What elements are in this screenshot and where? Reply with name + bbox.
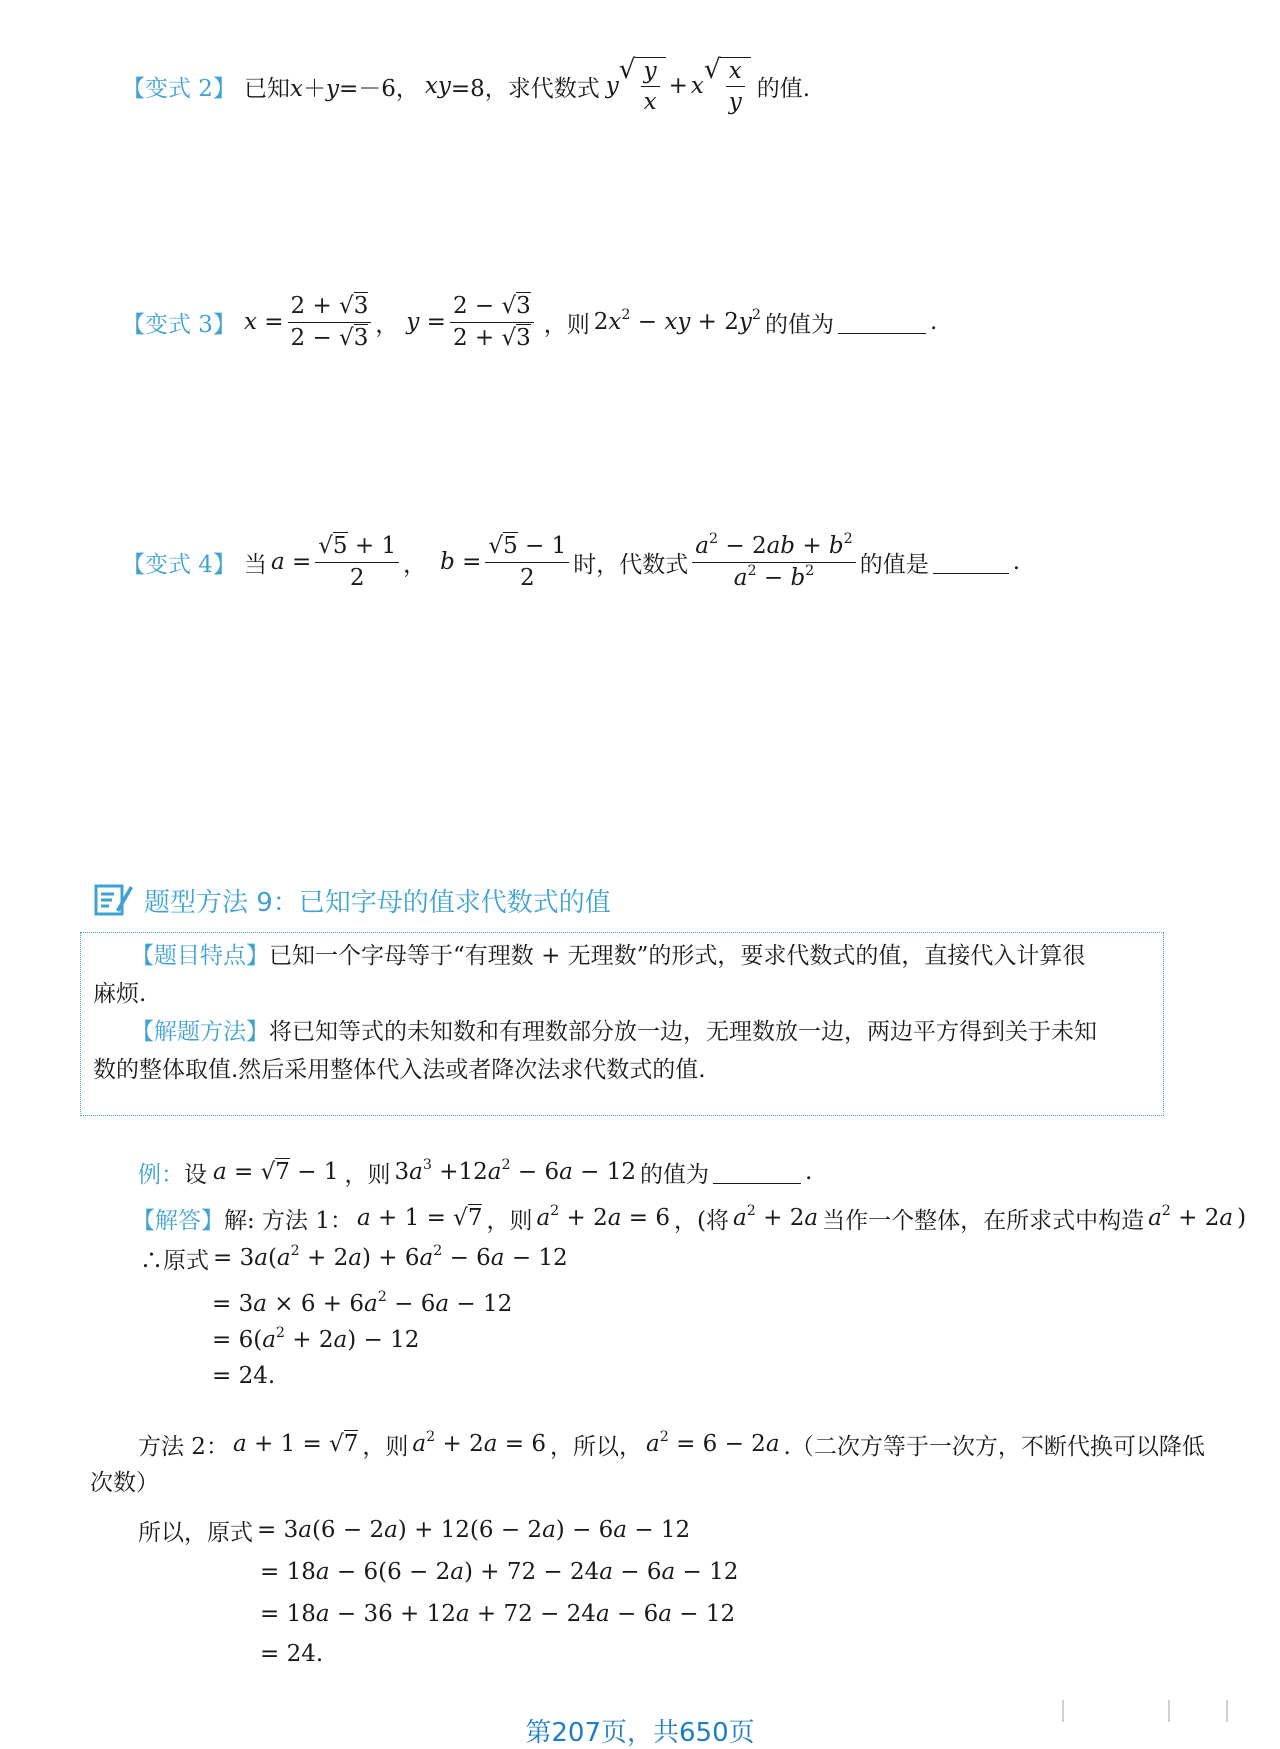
variant-4-period: . xyxy=(1012,549,1021,575)
variant-2 xyxy=(122,53,811,116)
method-2-step-1: = 3a(6 − 2a) + 12(6 − 2a) − 6a − 12 xyxy=(257,1517,691,1543)
variant-3-x-def: x = $\frac{2 + √3}{2 - √3}$ xyxy=(244,293,375,351)
variant-2-text-d: 的值. xyxy=(756,75,811,102)
example-a-def: a = √7 − 1 xyxy=(213,1159,339,1185)
variant-2-text-b: ， xyxy=(395,75,419,102)
method-2-line-3 xyxy=(138,1510,690,1550)
solution-step-2: = $3a \times 6 + 6a^2 - 6a - 12$ xyxy=(212,1289,513,1317)
variant-4-expression: $\frac{a^2 - 2ab + b^2}{a^2 - b^2}$ xyxy=(688,533,859,591)
solution-step-1: = $3a(a^2 + 2a) + 6a^2 - 6a - 12$ xyxy=(213,1243,568,1271)
features-label: 【题目特点】 xyxy=(131,943,269,969)
example-text-a: 设 xyxy=(184,1161,207,1188)
scroll-indicator xyxy=(1062,1700,1064,1722)
solution-text-e: ) xyxy=(1237,1205,1247,1231)
solution-text-b: ，则 xyxy=(486,1207,533,1234)
solution-eq-2: $a^2 + 2a = 6$ xyxy=(536,1203,671,1231)
variant-3-text-a: ， xyxy=(375,311,399,338)
example-expression: $3a^3 +12a^2 - 6a - 12$ xyxy=(394,1157,636,1185)
sqrt-symbol: √ $\frac{y}{x}$ xyxy=(619,57,666,116)
variant-2-eq2: xy xyxy=(424,73,451,99)
scroll-indicator xyxy=(1226,1700,1228,1722)
answer-blank[interactable] xyxy=(933,551,1009,574)
notepad-pen-icon xyxy=(94,882,134,918)
method-2-eq-2: $a^2 + 2a = 6$ xyxy=(412,1429,546,1457)
variant-3-period: . xyxy=(929,309,938,335)
method-2-eq-3: $a^2 = 6 - 2a$ xyxy=(645,1429,780,1457)
solution-text-c: ，(将 xyxy=(674,1207,730,1234)
solution-text-a: 解: 方法 1： xyxy=(224,1207,354,1234)
solution-text-d: 当作一个整体，在所求式中构造 xyxy=(822,1207,1145,1234)
method-2-line-1 xyxy=(138,1424,1205,1464)
scroll-indicator xyxy=(1168,1700,1170,1722)
method-2-line-2 xyxy=(90,1462,159,1498)
solving-text-1: 将已知等式的未知数和有理数部分放一边，无理数放一边，两边平方得到关于未知 xyxy=(269,1019,1097,1045)
method-2-step-4: = 24. xyxy=(260,1641,324,1667)
solution-step-3: = $6(a^2 + 2a) - 12$ xyxy=(212,1325,420,1353)
method-2-eq-1: a + 1 = √7 xyxy=(232,1431,359,1457)
example-label: 例： xyxy=(138,1161,184,1188)
variant-3-text-c: 的值为 xyxy=(764,311,834,338)
solution-line-5 xyxy=(212,1358,275,1394)
variant-2-expression: y √ $\frac{y}{x}$ + x √ $\frac{x}{y}$ xyxy=(606,57,751,116)
example-period: . xyxy=(804,1159,813,1185)
variant-2-tag: 【变式 2】 xyxy=(122,75,236,102)
solving-text-2: 数的整体取值.然后采用整体代入法或者降次法求代数式的值. xyxy=(93,1057,706,1083)
solving-line-2 xyxy=(89,1051,1155,1089)
method-2-text-b: ，则 xyxy=(362,1433,409,1460)
example-text-c: 的值为 xyxy=(639,1161,709,1188)
solution-line-3 xyxy=(212,1286,512,1322)
variant-4 xyxy=(122,530,1020,594)
method-2-text-c: ，所以， xyxy=(549,1433,642,1460)
method-2-text-a: 方法 2： xyxy=(138,1433,229,1460)
variant-4-a-def: a = $\frac{√5 + 1}{2}$ xyxy=(271,533,403,591)
method-header xyxy=(94,880,611,920)
solution-eq-1: a + 1 = √7 xyxy=(357,1205,483,1231)
features-line-1 xyxy=(89,937,1155,975)
solving-label: 【解题方法】 xyxy=(131,1019,269,1045)
variant-3-tag: 【变式 3】 xyxy=(122,311,236,338)
solution-line-2 xyxy=(140,1238,568,1278)
variant-4-text-b: ， xyxy=(403,551,427,578)
variant-2-eq1: x＋y=－6 xyxy=(289,75,396,102)
page-footer: 第207页，共650页 xyxy=(525,1718,755,1748)
sqrt-symbol: √ $\frac{x}{y}$ xyxy=(704,57,751,116)
variant-4-text-c: 时，代数式 xyxy=(573,551,689,578)
method-2-step-2: = 18a − 6(6 − 2a) + 72 − 24a − 6a − 12 xyxy=(260,1559,739,1585)
solution-line-4 xyxy=(212,1322,419,1358)
variant-4-text-a: 当 xyxy=(243,551,267,578)
answer-blank[interactable] xyxy=(838,311,926,334)
therefore-text: ∴原式 xyxy=(140,1247,209,1274)
method-2-line-6 xyxy=(260,1636,323,1672)
method-box xyxy=(80,932,1164,1116)
method-2-line-5 xyxy=(260,1596,735,1632)
variant-3-expression: $2x^2$ − xy + $2y^2$ xyxy=(593,307,761,335)
example-text-b: ，则 xyxy=(344,1161,391,1188)
method-2-text-e: 次数） xyxy=(90,1469,159,1496)
solution-label: 【解答】 xyxy=(132,1207,224,1234)
variant-3-text-b: ，则 xyxy=(543,311,590,338)
solution-line-1 xyxy=(132,1198,1246,1238)
variant-4-b-def: b = $\frac{√5 - 1}{2}$ xyxy=(440,533,573,591)
method-2-step-3: = 18a − 36 + 12a + 72 − 24a − 6a − 12 xyxy=(260,1601,736,1627)
method-title: 题型方法 9：已知字母的值求代数式的值 xyxy=(144,887,611,918)
method-2-text-f: 所以，原式 xyxy=(138,1519,253,1546)
variant-3-y-def: y = $\frac{2 - √3}{2 + √3}$ xyxy=(406,293,537,351)
solving-line-1 xyxy=(89,1013,1155,1051)
method-2-line-4 xyxy=(260,1554,738,1590)
variant-3 xyxy=(122,290,937,354)
features-text-2: 麻烦. xyxy=(93,981,147,1007)
solution-eq-3: $a^2 + 2a$ xyxy=(733,1203,819,1231)
example-line xyxy=(138,1152,812,1192)
solution-step-4: = 24. xyxy=(212,1363,276,1389)
features-text-1: 已知一个字母等于“有理数 + 无理数”的形式，要求代数式的值，直接代入计算很 xyxy=(269,943,1086,969)
answer-blank[interactable] xyxy=(713,1161,801,1184)
method-2-text-d: .（二次方等于一次方，不断代换可以降低 xyxy=(783,1433,1205,1460)
variant-4-text-d: 的值是 xyxy=(859,551,929,578)
variant-2-text-a: 已知 xyxy=(243,75,290,102)
features-line-2 xyxy=(89,975,1155,1013)
solution-eq-4: $a^2 + 2a$ xyxy=(1148,1203,1234,1231)
variant-4-tag: 【变式 4】 xyxy=(122,551,236,578)
variant-2-text-c: =8，求代数式 xyxy=(450,75,600,102)
